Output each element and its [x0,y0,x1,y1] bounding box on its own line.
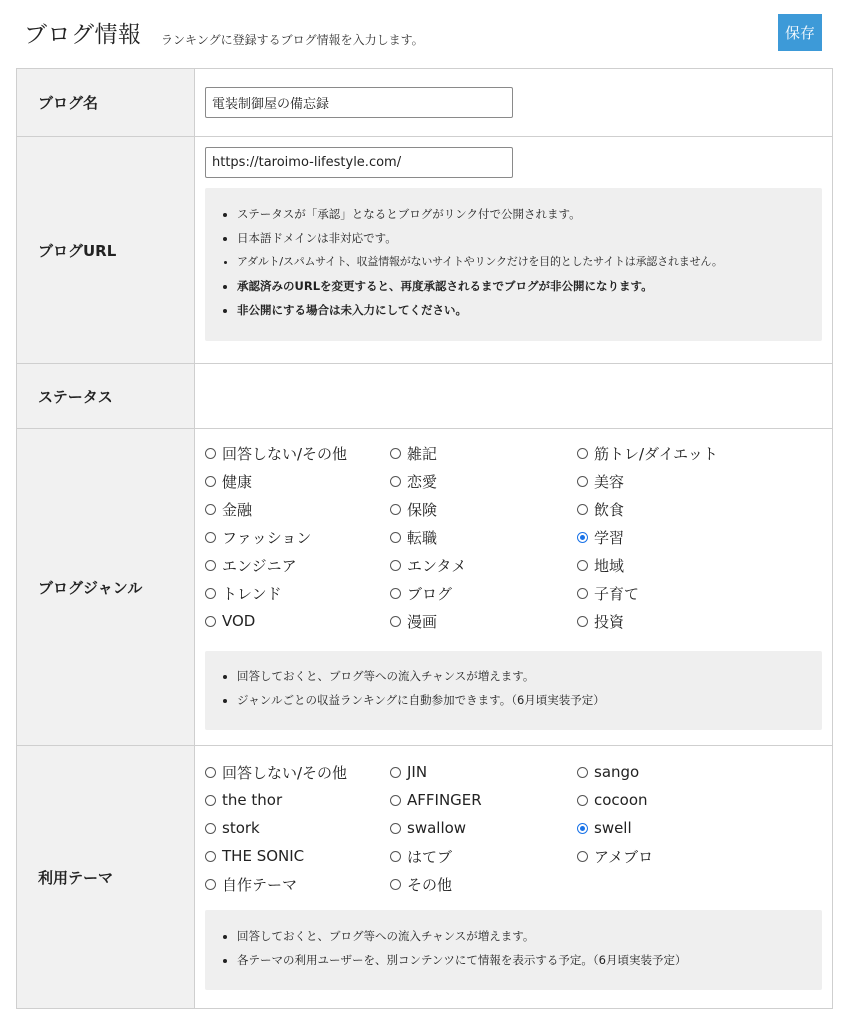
genre-option[interactable] [577,579,817,607]
radio-icon[interactable] [205,823,216,834]
blog-url-notice [205,188,822,341]
radio-icon[interactable] [205,448,216,459]
genre-option[interactable] [577,523,817,551]
blog-url-row [17,137,832,364]
genre-option-label: 美容 [594,472,625,491]
radio-icon[interactable] [205,560,216,571]
theme-option-label: sango [594,763,640,781]
theme-option-label: その他 [407,875,453,894]
url-note-warning: • 承認済みのURLを変更すると、再度承認されるまでブログが非公開になります。 [237,274,804,298]
radio-icon[interactable] [390,504,401,515]
genre-option[interactable] [577,467,817,495]
theme-option[interactable] [205,786,390,814]
radio-icon[interactable] [390,879,401,890]
genre-option[interactable] [205,551,390,579]
genre-notice [205,651,822,730]
genre-option-label: 金融 [222,500,253,519]
radio-icon[interactable] [205,588,216,599]
genre-option[interactable] [205,467,390,495]
radio-icon[interactable] [390,851,401,862]
radio-checked-icon[interactable] [577,532,588,543]
radio-icon[interactable] [205,879,216,890]
theme-option[interactable] [390,814,577,842]
genre-option[interactable] [205,579,390,607]
genre-option[interactable] [390,439,577,467]
radio-icon[interactable] [577,560,588,571]
genre-option-label: 学習 [594,528,625,547]
radio-icon[interactable] [390,795,401,806]
url-note: • 日本語ドメインは非対応です。 [237,226,804,250]
genre-row [17,429,832,746]
blog-name-label: ブログ名 [17,69,195,136]
genre-option[interactable] [577,607,817,635]
blog-name-row [17,69,832,137]
save-button[interactable]: 保存 [778,14,822,51]
genre-option-label: ファッション [222,528,312,547]
theme-option-label: AFFINGER [407,791,482,809]
radio-icon[interactable] [390,476,401,487]
genre-option-label: VOD [222,612,256,630]
genre-option[interactable] [390,523,577,551]
radio-icon[interactable] [205,616,216,627]
theme-option-label: THE SONIC [222,847,305,865]
theme-option[interactable] [205,758,390,786]
genre-option[interactable] [390,579,577,607]
genre-option-label: 転職 [407,528,438,547]
radio-icon[interactable] [205,851,216,862]
theme-option[interactable] [390,758,577,786]
radio-icon[interactable] [205,504,216,515]
genre-option[interactable] [205,523,390,551]
genre-option-label: 投資 [594,612,625,631]
radio-icon[interactable] [390,532,401,543]
theme-option[interactable] [577,758,817,786]
genre-option[interactable] [577,551,817,579]
theme-radio-group [205,758,822,898]
genre-option[interactable] [205,439,390,467]
radio-icon[interactable] [577,767,588,778]
radio-icon[interactable] [390,616,401,627]
theme-note: • 回答しておくと、ブログ等への流入チャンスが増えます。 [237,924,804,948]
status-label: ステータス [17,364,195,428]
genre-option[interactable] [205,495,390,523]
genre-option-label: エンジニア [222,556,297,575]
theme-option-label: JIN [407,763,428,781]
genre-label: ブログジャンル [17,429,195,745]
radio-icon[interactable] [577,448,588,459]
genre-option-label: 飲食 [594,500,625,519]
genre-option-label: 保険 [407,500,438,519]
radio-checked-icon[interactable] [577,823,588,834]
genre-option[interactable] [390,607,577,635]
theme-note: • 各テーマの利用ユーザーを、別コンテンツにて情報を表示する予定。（6月頃実装予定） [237,948,804,972]
genre-note: • 回答しておくと、ブログ等への流入チャンスが増えます。 [237,664,804,688]
theme-option[interactable] [577,842,817,870]
genre-option-label: 恋愛 [407,472,438,491]
theme-option-label: swallow [407,819,467,837]
theme-option[interactable] [205,814,390,842]
genre-option[interactable] [205,607,390,635]
page-header [0,0,857,68]
genre-option-label: 地域 [594,556,625,575]
radio-icon[interactable] [205,476,216,487]
theme-row [17,746,832,1008]
radio-icon[interactable] [205,767,216,778]
theme-option[interactable] [205,842,390,870]
radio-icon[interactable] [577,616,588,627]
radio-icon[interactable] [577,504,588,515]
genre-option-label: エンタメ [407,556,467,575]
blog-url-label: ブログURL [17,137,195,363]
blog-name-input[interactable] [205,87,513,118]
theme-option[interactable] [205,870,390,898]
genre-option[interactable] [577,495,817,523]
theme-option[interactable] [390,870,577,898]
url-note-warning: • 非公開にする場合は未入力にしてください。 [237,298,804,322]
genre-option-label: 子育て [594,584,640,603]
radio-icon[interactable] [577,851,588,862]
theme-option[interactable] [390,786,577,814]
genre-option[interactable] [390,495,577,523]
genre-option-label: ブログ [407,584,453,603]
blog-info-form [16,68,833,1009]
genre-option[interactable] [390,551,577,579]
radio-icon[interactable] [390,560,401,571]
radio-icon[interactable] [577,588,588,599]
radio-icon[interactable] [390,823,401,834]
theme-option-label: cocoon [594,791,648,809]
radio-icon[interactable] [390,767,401,778]
theme-option-label: はてブ [407,847,453,866]
genre-radio-group [205,439,822,635]
genre-option-label: 回答しない/その他 [222,444,348,463]
genre-option[interactable] [577,439,817,467]
radio-icon[interactable] [205,532,216,543]
radio-icon[interactable] [390,448,401,459]
genre-option-label: 雑記 [407,444,438,463]
genre-option-label: トレンド [222,584,282,603]
theme-option-label: 回答しない/その他 [222,763,348,782]
theme-option-label: swell [594,819,632,837]
blog-url-input[interactable] [205,147,513,178]
page-subtitle: ランキングに登録するブログ情報を入力します。 [161,33,424,47]
theme-label: 利用テーマ [17,746,195,1008]
status-row [17,364,832,429]
theme-option-label: stork [222,819,260,837]
theme-option[interactable] [577,786,817,814]
genre-note: • ジャンルごとの収益ランキングに自動参加できます。（6月頃実装予定） [237,688,804,712]
genre-option-label: 健康 [222,472,253,491]
theme-option-label: 自作テーマ [222,875,298,894]
radio-icon[interactable] [577,476,588,487]
radio-icon[interactable] [577,795,588,806]
status-value [195,364,832,428]
theme-option[interactable] [577,814,817,842]
genre-option-label: 筋トレ/ダイエット [594,444,718,463]
genre-option[interactable] [390,467,577,495]
theme-notice [205,910,822,990]
radio-icon[interactable] [390,588,401,599]
theme-option-label: the thor [222,791,283,809]
genre-option-label: 漫画 [407,612,438,631]
theme-option-label: アメブロ [594,847,654,866]
page-title: ブログ情報 [24,22,142,48]
theme-option[interactable] [390,842,577,870]
url-note: • アダルト/スパムサイト、収益情報がないサイトやリンクだけを目的としたサイトは承認されません。 [237,250,804,274]
radio-icon[interactable] [205,795,216,806]
url-note: • ステータスが「承認」となるとブログがリンク付で公開されます。 [237,202,804,226]
